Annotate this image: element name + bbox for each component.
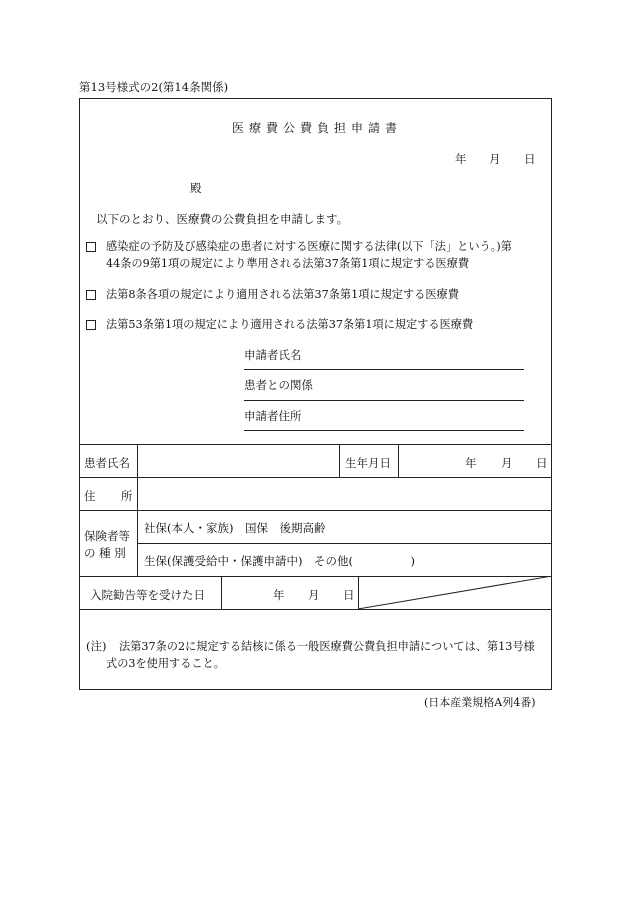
- option-1-checkbox[interactable]: [86, 242, 96, 252]
- date-month-label: 月: [489, 152, 501, 166]
- table-top-line: [79, 444, 552, 445]
- addressee-suffix: 殿: [190, 181, 202, 195]
- form-number: 第13号様式の2(第14条関係): [79, 80, 229, 94]
- applicant-address-label: 申請者住所: [244, 409, 302, 423]
- option-3-checkbox[interactable]: [86, 320, 96, 330]
- insurer-options-row2[interactable]: 生保(保護受給中・保護申請中) その他( ): [144, 554, 415, 568]
- option-1-line1: 感染症の予防及び感染症の患者に対する医療に関する法律(以下「法」という。)第: [106, 240, 512, 253]
- birth-year-label: 年: [465, 456, 477, 470]
- table-label-col-line: [137, 444, 138, 576]
- table-line-5: [79, 609, 552, 610]
- note-prefix: (注): [86, 639, 107, 653]
- insurer-options-row1[interactable]: 社保(本人・家族) 国保 後期高齢: [144, 521, 326, 535]
- address-label-part1: 住: [84, 489, 96, 503]
- applicant-relation-line[interactable]: [244, 400, 524, 401]
- patient-name-label: 患者氏名: [84, 456, 130, 470]
- hospital-month-label: 月: [308, 588, 320, 602]
- note-line2: 式の3を使用すること。: [106, 657, 225, 670]
- hospital-diagonal-line: [358, 576, 552, 609]
- table-hospital-label-right: [221, 576, 222, 609]
- table-birth-label-right: [398, 444, 399, 477]
- hospital-day-label: 日: [343, 588, 355, 602]
- date-day-label: 日: [524, 152, 536, 166]
- applicant-relation-label: 患者との関係: [244, 378, 313, 392]
- option-2-line1: 法第8条各項の規定により適用される法第37条第1項に規定する医療費: [106, 288, 459, 301]
- option-3-line1: 法第53条第1項の規定により適用される法第37条第1項に規定する医療費: [106, 318, 474, 331]
- footer-standard: (日本産業規格A列4番): [424, 696, 536, 709]
- date-year-label: 年: [455, 152, 467, 166]
- note-line1: 法第37条の2に規定する結核に係る一般医療費公費負担申請については、第13号様: [119, 640, 535, 653]
- form-title: 医療費公費負担申請書: [232, 121, 403, 135]
- insurer-label-line1: 保険者等: [84, 529, 130, 543]
- birthdate-label: 生年月日: [345, 456, 391, 470]
- address-label-part2: 所: [121, 489, 133, 503]
- applicant-name-line[interactable]: [244, 369, 524, 370]
- table-line-3: [79, 510, 552, 511]
- applicant-name-label: 申請者氏名: [244, 348, 302, 362]
- option-2-checkbox[interactable]: [86, 290, 96, 300]
- intro-text: 以下のとおり、医療費の公費負担を申請します。: [96, 212, 349, 226]
- birth-month-label: 月: [501, 456, 513, 470]
- hospital-year-label: 年: [273, 588, 285, 602]
- patient-name-field[interactable]: [140, 447, 337, 475]
- table-line-2: [79, 477, 552, 478]
- insurer-label-line2: の 種 別: [84, 546, 126, 560]
- hospital-advice-label: 入院勧告等を受けた日: [90, 588, 205, 602]
- table-line-insurer-mid: [137, 543, 552, 544]
- table-birth-label-left: [339, 444, 340, 477]
- applicant-address-line[interactable]: [244, 430, 524, 431]
- patient-address-field[interactable]: [140, 480, 550, 508]
- birth-day-label: 日: [536, 456, 548, 470]
- option-1-line2: 44条の9第1項の規定により準用される法第37条第1項に規定する医療費: [106, 257, 470, 270]
